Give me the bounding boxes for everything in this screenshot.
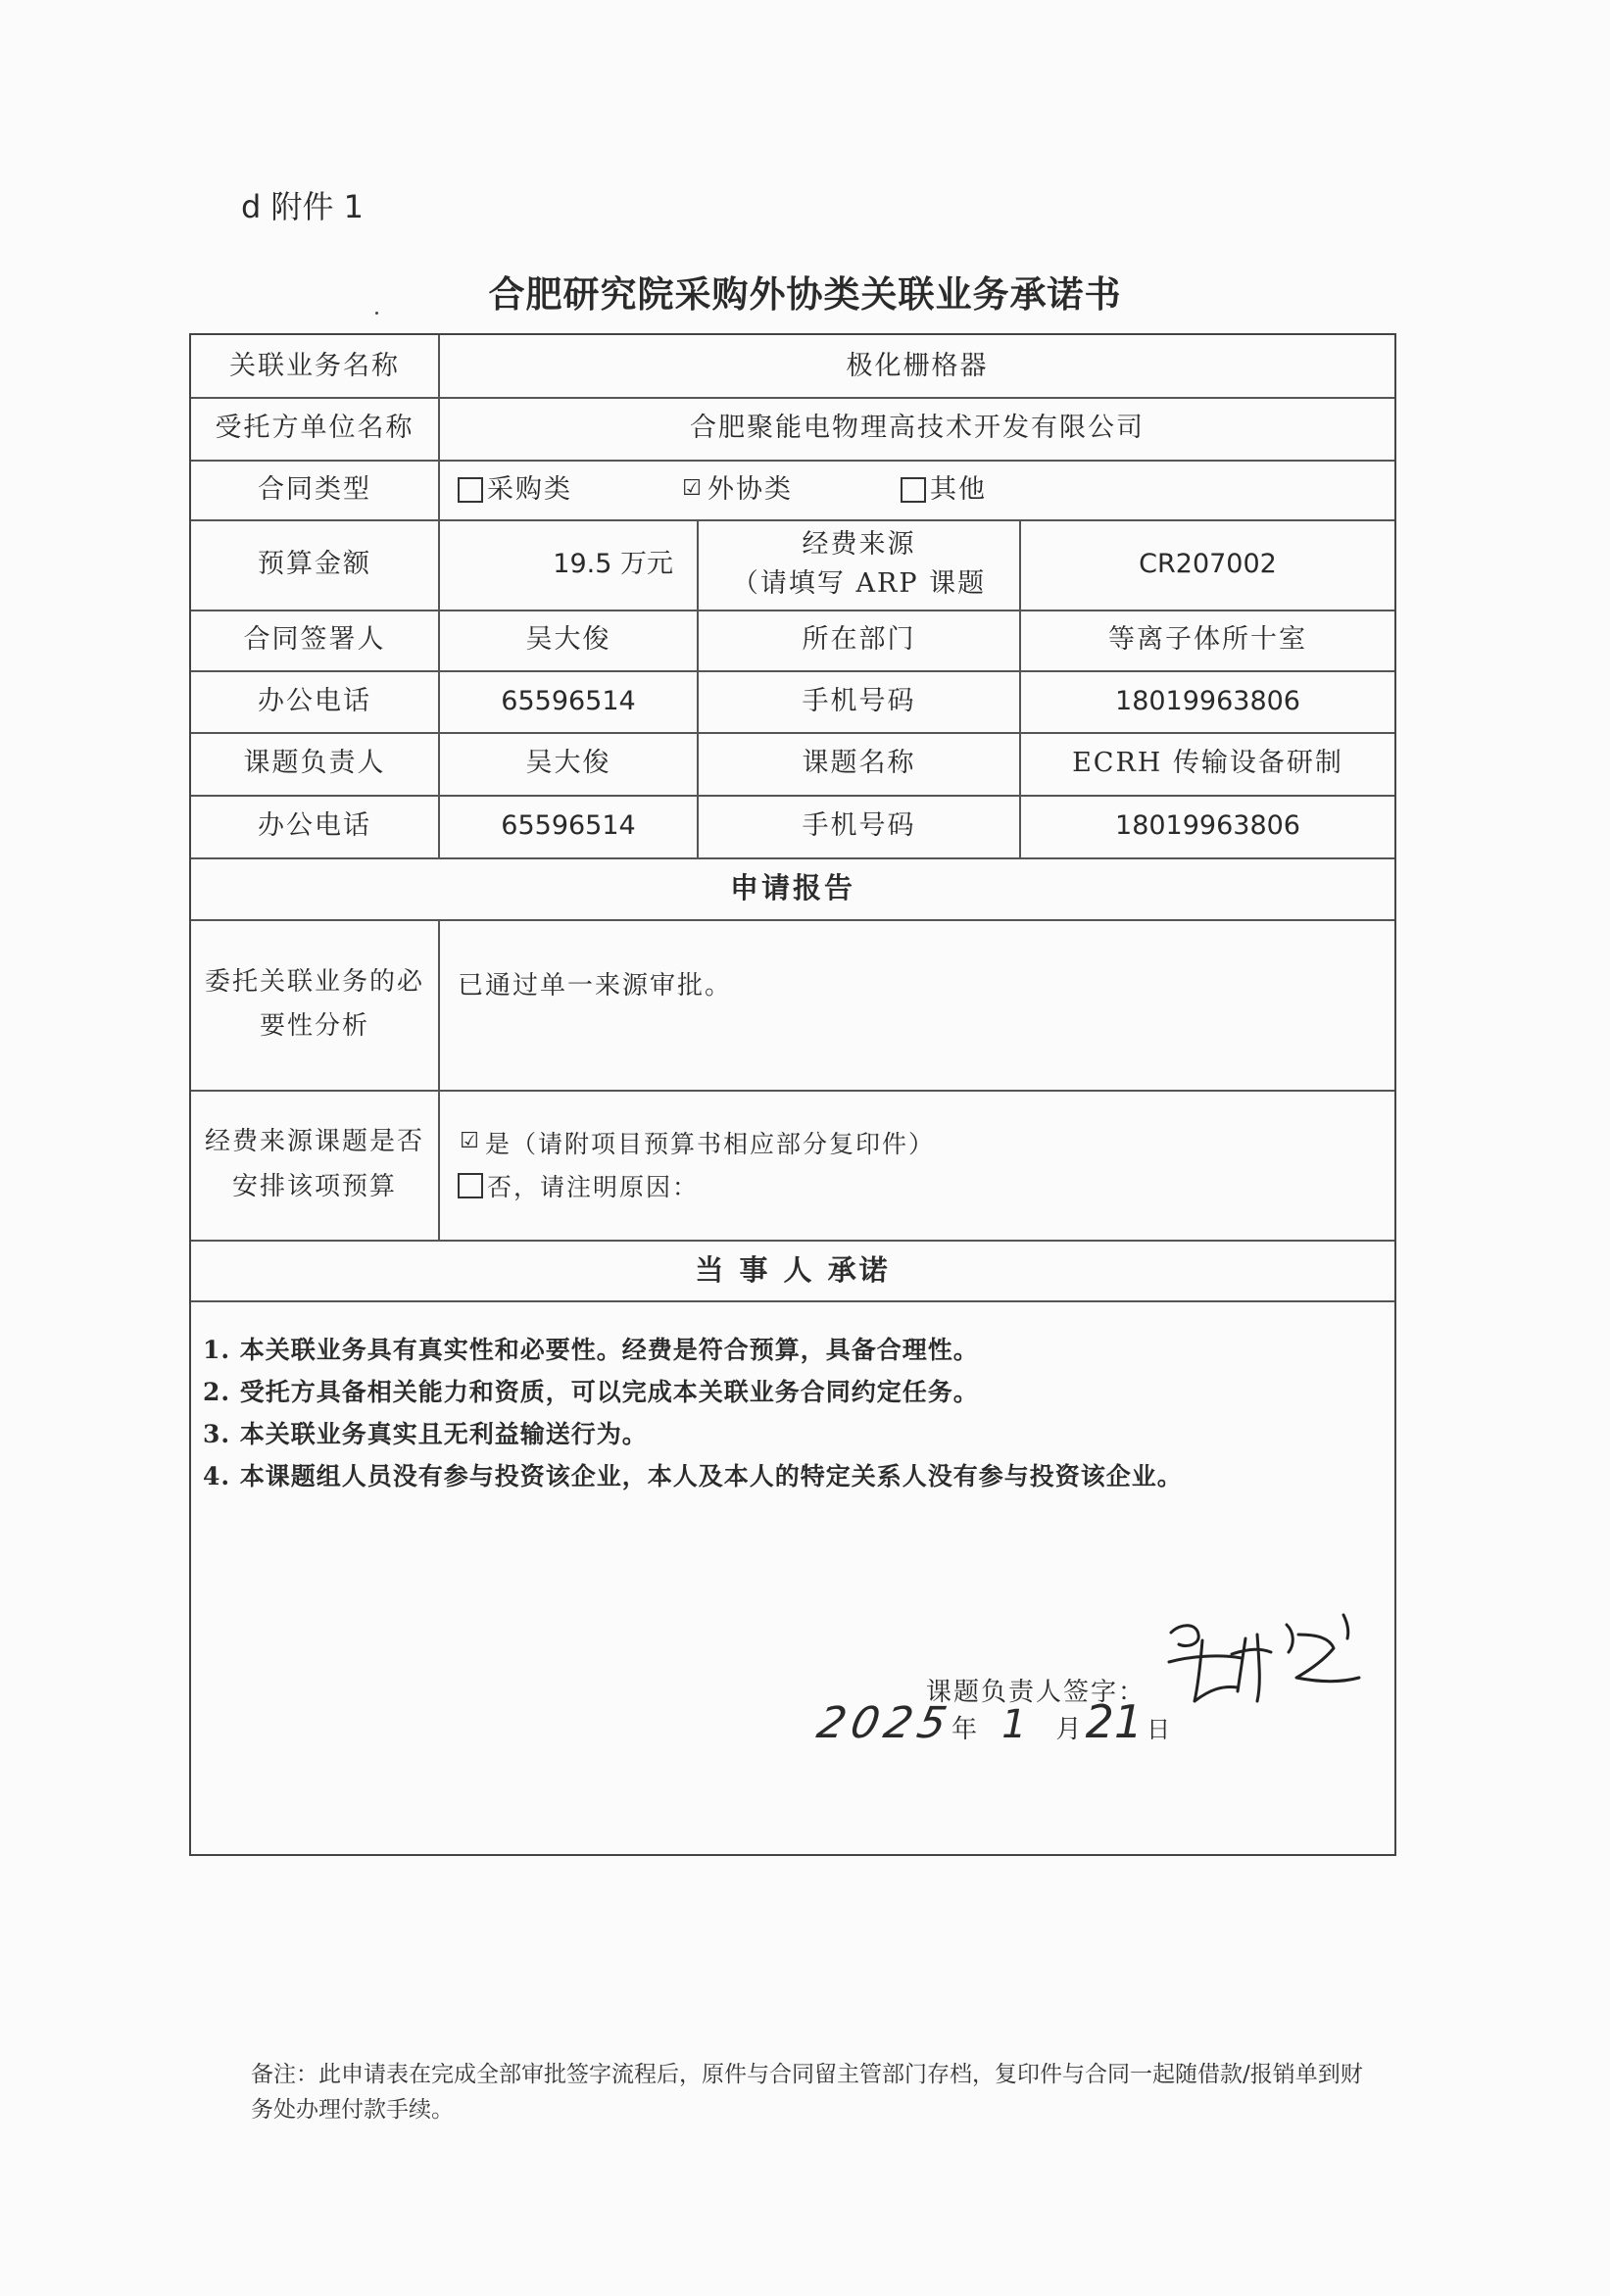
budget-value: 19.5 万元 — [553, 549, 673, 580]
funding-no-text: 否，请注明原因： — [487, 1173, 700, 1201]
business-name-label: 关联业务名称 — [229, 350, 400, 381]
budget-label: 预算金额 — [258, 549, 371, 580]
option-procurement[interactable] — [458, 468, 572, 511]
necessity-label-line2: 要性分析 — [259, 1011, 369, 1041]
checkbox-procurement-icon[interactable] — [458, 477, 483, 503]
business-name-value: 极化栅格器 — [846, 350, 989, 381]
necessity-label-line1: 委托关联业务的必 — [204, 966, 424, 997]
department-label: 所在部门 — [802, 624, 916, 656]
signer-phone-value: 65596514 — [501, 685, 636, 716]
leader-phone-value: 65596514 — [501, 810, 636, 842]
date-year-suffix: 年 — [951, 1715, 977, 1744]
commitment-item: 3. 本关联业务真实且无利益输送行为。 — [203, 1420, 648, 1448]
funding-source-label-line2: （请填写 ARP 课题 — [731, 568, 987, 599]
funding-yes-option[interactable] — [458, 1125, 935, 1160]
checkbox-outsourcing-icon[interactable]: ☑ — [682, 475, 702, 501]
necessity-label — [191, 919, 438, 1090]
department-value: 等离子体所十室 — [1108, 624, 1307, 656]
funding-source-value: CR207002 — [1139, 549, 1277, 580]
topic-value: ECRH 传输设备研制 — [1072, 748, 1343, 779]
handwritten-signature — [1151, 1605, 1377, 1723]
client-unit-value: 合肥聚能电物理高技术开发有限公司 — [690, 413, 1145, 444]
checkbox-yes-icon[interactable]: ☑ — [460, 1129, 479, 1153]
funding-no-option[interactable] — [458, 1168, 699, 1203]
option-procurement-label: 采购类 — [487, 473, 572, 505]
attachment-label: d 附件 1 — [241, 188, 365, 225]
funding-budgeted-label-line1: 经费来源课题是否 — [204, 1127, 424, 1156]
signer-value: 吴大俊 — [525, 624, 611, 656]
signer-phone-label: 办公电话 — [258, 685, 371, 716]
commitment-item: 2. 受托方具备相关能力和资质，可以完成本关联业务合同约定任务。 — [203, 1378, 979, 1406]
signature-date — [812, 1695, 1171, 1748]
contract-type-options — [440, 460, 1394, 519]
checkbox-other-icon[interactable] — [901, 477, 926, 503]
funding-source-label-line1: 经费来源 — [802, 528, 916, 560]
topic-label: 课题名称 — [802, 748, 916, 779]
footnote: 备注：此申请表在完成全部审批签字流程后，原件与合同留主管部门存档，复印件与合同一起随借款/报销单到财务处办理付款手续。 — [251, 2062, 1363, 2123]
signer-mobile-value: 18019963806 — [1115, 685, 1300, 716]
signer-mobile-label: 手机号码 — [802, 685, 916, 716]
signer-label: 合同签署人 — [243, 624, 386, 656]
checkbox-no-icon[interactable] — [458, 1173, 483, 1198]
funding-source-label — [699, 519, 1019, 610]
option-outsourcing[interactable] — [680, 468, 793, 511]
date-year: 2025 — [812, 1698, 957, 1748]
contract-type-label: 合同类型 — [258, 473, 371, 505]
commitment-heading: 当 事 人 承诺 — [695, 1252, 891, 1287]
date-month: 1 — [1001, 1702, 1027, 1747]
commitment-form — [189, 333, 1396, 1856]
funding-budgeted-label — [191, 1090, 438, 1240]
leader-label: 课题负责人 — [243, 748, 386, 779]
option-outsourcing-label: 外协类 — [707, 473, 793, 505]
leader-mobile-label: 手机号码 — [802, 810, 916, 842]
necessity-value: 已通过单一来源审批。 — [458, 971, 733, 1001]
document-title: 合肥研究院采购外协类关联业务承诺书 — [488, 273, 1122, 316]
date-day-suffix: 日 — [1147, 1716, 1171, 1743]
option-other-label: 其他 — [930, 473, 987, 505]
application-heading: 申请报告 — [729, 871, 855, 905]
commitment-item: 1. 本关联业务具有真实性和必要性。经费是符合预算，具备合理性。 — [203, 1336, 979, 1364]
date-month-suffix: 月 — [1055, 1715, 1082, 1744]
date-day: 21 — [1085, 1695, 1144, 1748]
funding-budgeted-label-line2: 安排该项预算 — [231, 1171, 397, 1201]
leader-value: 吴大俊 — [525, 748, 611, 779]
client-unit-label: 受托方单位名称 — [215, 413, 415, 444]
commitment-item: 4. 本课题组人员没有参与投资该企业，本人及本人的特定关系人没有参与投资该企业。 — [203, 1462, 1183, 1490]
leader-mobile-value: 18019963806 — [1115, 810, 1300, 842]
signature-label: 课题负责人签字： — [926, 1678, 1147, 1707]
leader-phone-label: 办公电话 — [258, 810, 371, 842]
option-other[interactable] — [901, 468, 987, 511]
funding-yes-text: 是（请附项目预算书相应部分复印件） — [485, 1130, 936, 1158]
